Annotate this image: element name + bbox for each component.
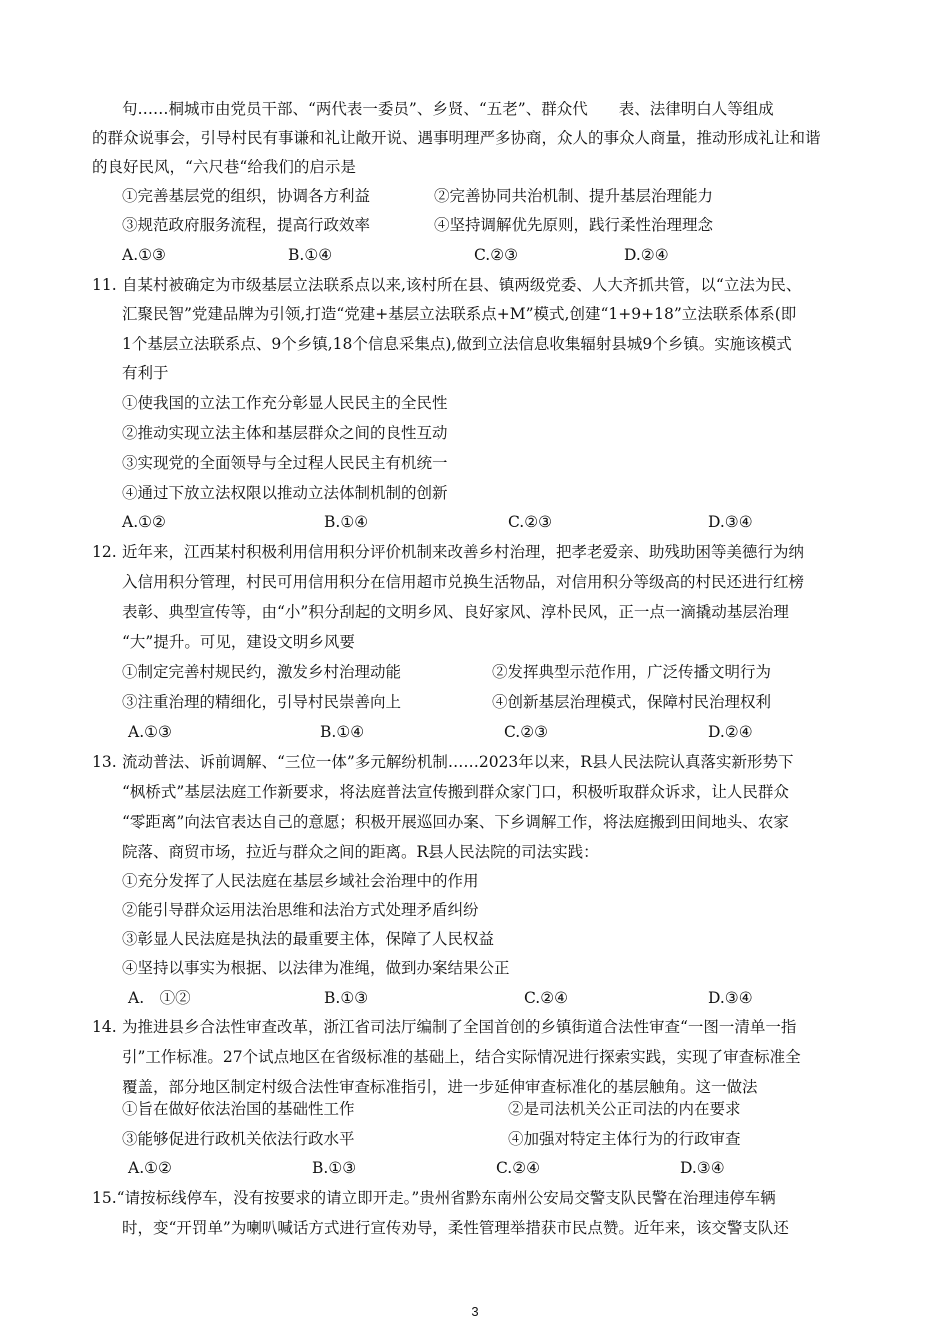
q13-stem-line-2: “枫桥式”基层法庭工作新要求，将法庭普法宣传搬到群众家门口，积极听取群众诉求，让人民群众 bbox=[122, 783, 789, 801]
q11-stem-line-4: 有利于 bbox=[122, 364, 169, 382]
q14-stem-line-2: 引”工作标准。27个试点地区在省级标准的基础上，结合实际情况进行探索实践，实现了审查标准全 bbox=[122, 1048, 801, 1066]
q14-choice-b: B.①③ bbox=[312, 1159, 357, 1177]
q11-choice-d: D.③④ bbox=[708, 513, 753, 531]
page-number: 3 bbox=[471, 1304, 479, 1319]
q14-option-4: ④加强对特定主体行为的行政审查 bbox=[508, 1130, 741, 1148]
q12-option-4: ④创新基层治理模式，保障村民治理权利 bbox=[492, 693, 772, 711]
q12-choice-c: C.②③ bbox=[504, 723, 549, 741]
q10-choice-a: A.①③ bbox=[122, 246, 166, 264]
q11-option-3: ③实现党的全面领导与全过程人民民主有机统一 bbox=[122, 454, 448, 472]
q13-stem-line-4: 院落、商贸市场，拉近与群众之间的距离。R县人民法院的司法实践： bbox=[122, 843, 599, 861]
q13-stem-line-3: “零距离”向法官表达自己的意愿；积极开展巡回办案、下乡调解工作，将法庭搬到田间地头、农家 bbox=[122, 813, 789, 831]
q11-option-4: ④通过下放立法权限以推动立法体制机制的创新 bbox=[122, 484, 448, 502]
q11-option-1: ①使我国的立法工作充分彰显人民民主的全民性 bbox=[122, 394, 448, 412]
q10-choice-d: D.②④ bbox=[624, 246, 669, 264]
q10-option-1: ①完善基层党的组织，协调各方利益 bbox=[122, 187, 371, 205]
q12-stem-line-3: 表彰、典型宣传等，由“小”积分刮起的文明乡风、良好家风、淳朴民风，正一点一滴撬动基层治理 bbox=[122, 603, 789, 621]
q14-option-1: ①旨在做好依法治国的基础性工作 bbox=[122, 1100, 355, 1118]
q11-stem-line-1: 11. 自某村被确定为市级基层立法联系点以来,该村所在县、镇两级党委、人大齐抓共管，以“立法为民、 bbox=[92, 276, 802, 294]
q14-number: 14. bbox=[92, 1018, 117, 1036]
q15-stem-line-2: 时，变“开罚单”为喇叭喊话方式进行宣传劝导，柔性管理举措获市民点赞。近年来，该交警支队还 bbox=[122, 1219, 789, 1237]
q14-choice-c: C.②④ bbox=[496, 1159, 541, 1177]
q13-option-1: ①充分发挥了人民法庭在基层乡域社会治理中的作用 bbox=[122, 872, 479, 890]
q12-number: 12. bbox=[92, 543, 117, 561]
q10-option-3: ③规范政府服务流程，提高行政效率 bbox=[122, 216, 371, 234]
q14-choice-d: D.③④ bbox=[680, 1159, 725, 1177]
q11-stem-line-2: 汇聚民智”党建品牌为引领,打造“党建+基层立法联系点+M”模式,创建“1+9+18”立法联系体系(即 bbox=[122, 305, 797, 323]
q11-option-2: ②推动实现立法主体和基层群众之间的良性互动 bbox=[122, 424, 448, 442]
q14-option-2: ②是司法机关公正司法的内在要求 bbox=[508, 1100, 741, 1118]
q12-stem-line-2: 入信用积分管理，村民可用信用积分在信用超市兑换生活物品，对信用积分等级高的村民还进行红榜 bbox=[122, 573, 805, 591]
q10-stem-line-1: 句……桐城市由党员干部、“两代表一委员”、乡贤、“五老”、群众代 表、法律明白人等组成 bbox=[122, 100, 774, 118]
q14-option-3: ③能够促进行政机关依法行政水平 bbox=[122, 1130, 355, 1148]
q11-choice-a: A.①② bbox=[122, 513, 166, 531]
q15-number: 15. bbox=[92, 1189, 117, 1207]
q13-number: 13. bbox=[92, 753, 117, 771]
q11-choice-b: B.①④ bbox=[324, 513, 369, 531]
q14-stem-line-3: 覆盖，部分地区制定村级合法性审查标准指引，进一步延伸审查标准化的基层触角。这一做法 bbox=[122, 1078, 758, 1096]
q14-choice-a: A.①② bbox=[128, 1159, 172, 1177]
q10-choice-b: B.①④ bbox=[288, 246, 333, 264]
q13-choice-a: A. ①② bbox=[128, 989, 191, 1007]
q10-stem-line-3: 的良好民风，“六尺巷“给我们的启示是 bbox=[92, 158, 356, 176]
q13-option-2: ②能引导群众运用法治思维和法治方式处理矛盾纠纷 bbox=[122, 901, 479, 919]
q14-stem-line-1: 14. 为推进县乡合法性审查改革，浙江省司法厅编制了全国首创的乡镇街道合法性审查“一图一清单一指 bbox=[92, 1018, 797, 1036]
q12-choice-b: B.①④ bbox=[320, 723, 365, 741]
q11-stem-line-3: 1个基层立法联系点、9个乡镇,18个信息采集点),做到立法信息收集辐射县城9个乡镇。实施该模式 bbox=[122, 335, 792, 353]
q12-stem-line-1: 12. 近年来，江西某村积极利用信用积分评价机制来改善乡村治理，把孝老爱亲、助残助困等美德行为纳 bbox=[92, 543, 805, 561]
q13-option-4: ④坚持以事实为根据、以法律为准绳，做到办案结果公正 bbox=[122, 959, 510, 977]
q12-option-1: ①制定完善村规民约，激发乡村治理动能 bbox=[122, 663, 402, 681]
q13-choice-b: B.①③ bbox=[324, 989, 369, 1007]
q13-option-3: ③彰显人民法庭是执法的最重要主体，保障了人民权益 bbox=[122, 930, 495, 948]
q11-number: 11. bbox=[92, 276, 117, 294]
q10-choice-c: C.②③ bbox=[474, 246, 519, 264]
q12-choice-a: A.①③ bbox=[128, 723, 172, 741]
q15-stem-line-1: 15.“请按标线停车，没有按要求的请立即开走。”贵州省黔东南州公安局交警支队民警在治理违停车辆 bbox=[92, 1189, 776, 1207]
q11-choice-c: C.②③ bbox=[508, 513, 553, 531]
q12-choice-d: D.②④ bbox=[708, 723, 753, 741]
q13-stem-line-1: 13. 流动普法、诉前调解、“三位一体”多元解纷机制……2023年以来，R县人民法院认真落实新形势下 bbox=[92, 753, 794, 771]
q13-choice-d: D.③④ bbox=[708, 989, 753, 1007]
q10-option-2: ②完善协同共治机制、提升基层治理能力 bbox=[434, 187, 714, 205]
q12-stem-line-4: “大”提升。可见，建设文明乡风要 bbox=[122, 633, 355, 651]
q12-option-2: ②发挥典型示范作用，广泛传播文明行为 bbox=[492, 663, 772, 681]
q10-option-4: ④坚持调解优先原则，践行柔性治理理念 bbox=[434, 216, 714, 234]
q12-option-3: ③注重治理的精细化，引导村民崇善向上 bbox=[122, 693, 402, 711]
q10-stem-line-2: 的群众说事会，引导村民有事谦和礼让敞开说、遇事明理严多协商，众人的事众人商量，推动形成礼让和谐 bbox=[92, 129, 821, 147]
q13-choice-c: C.②④ bbox=[524, 989, 569, 1007]
